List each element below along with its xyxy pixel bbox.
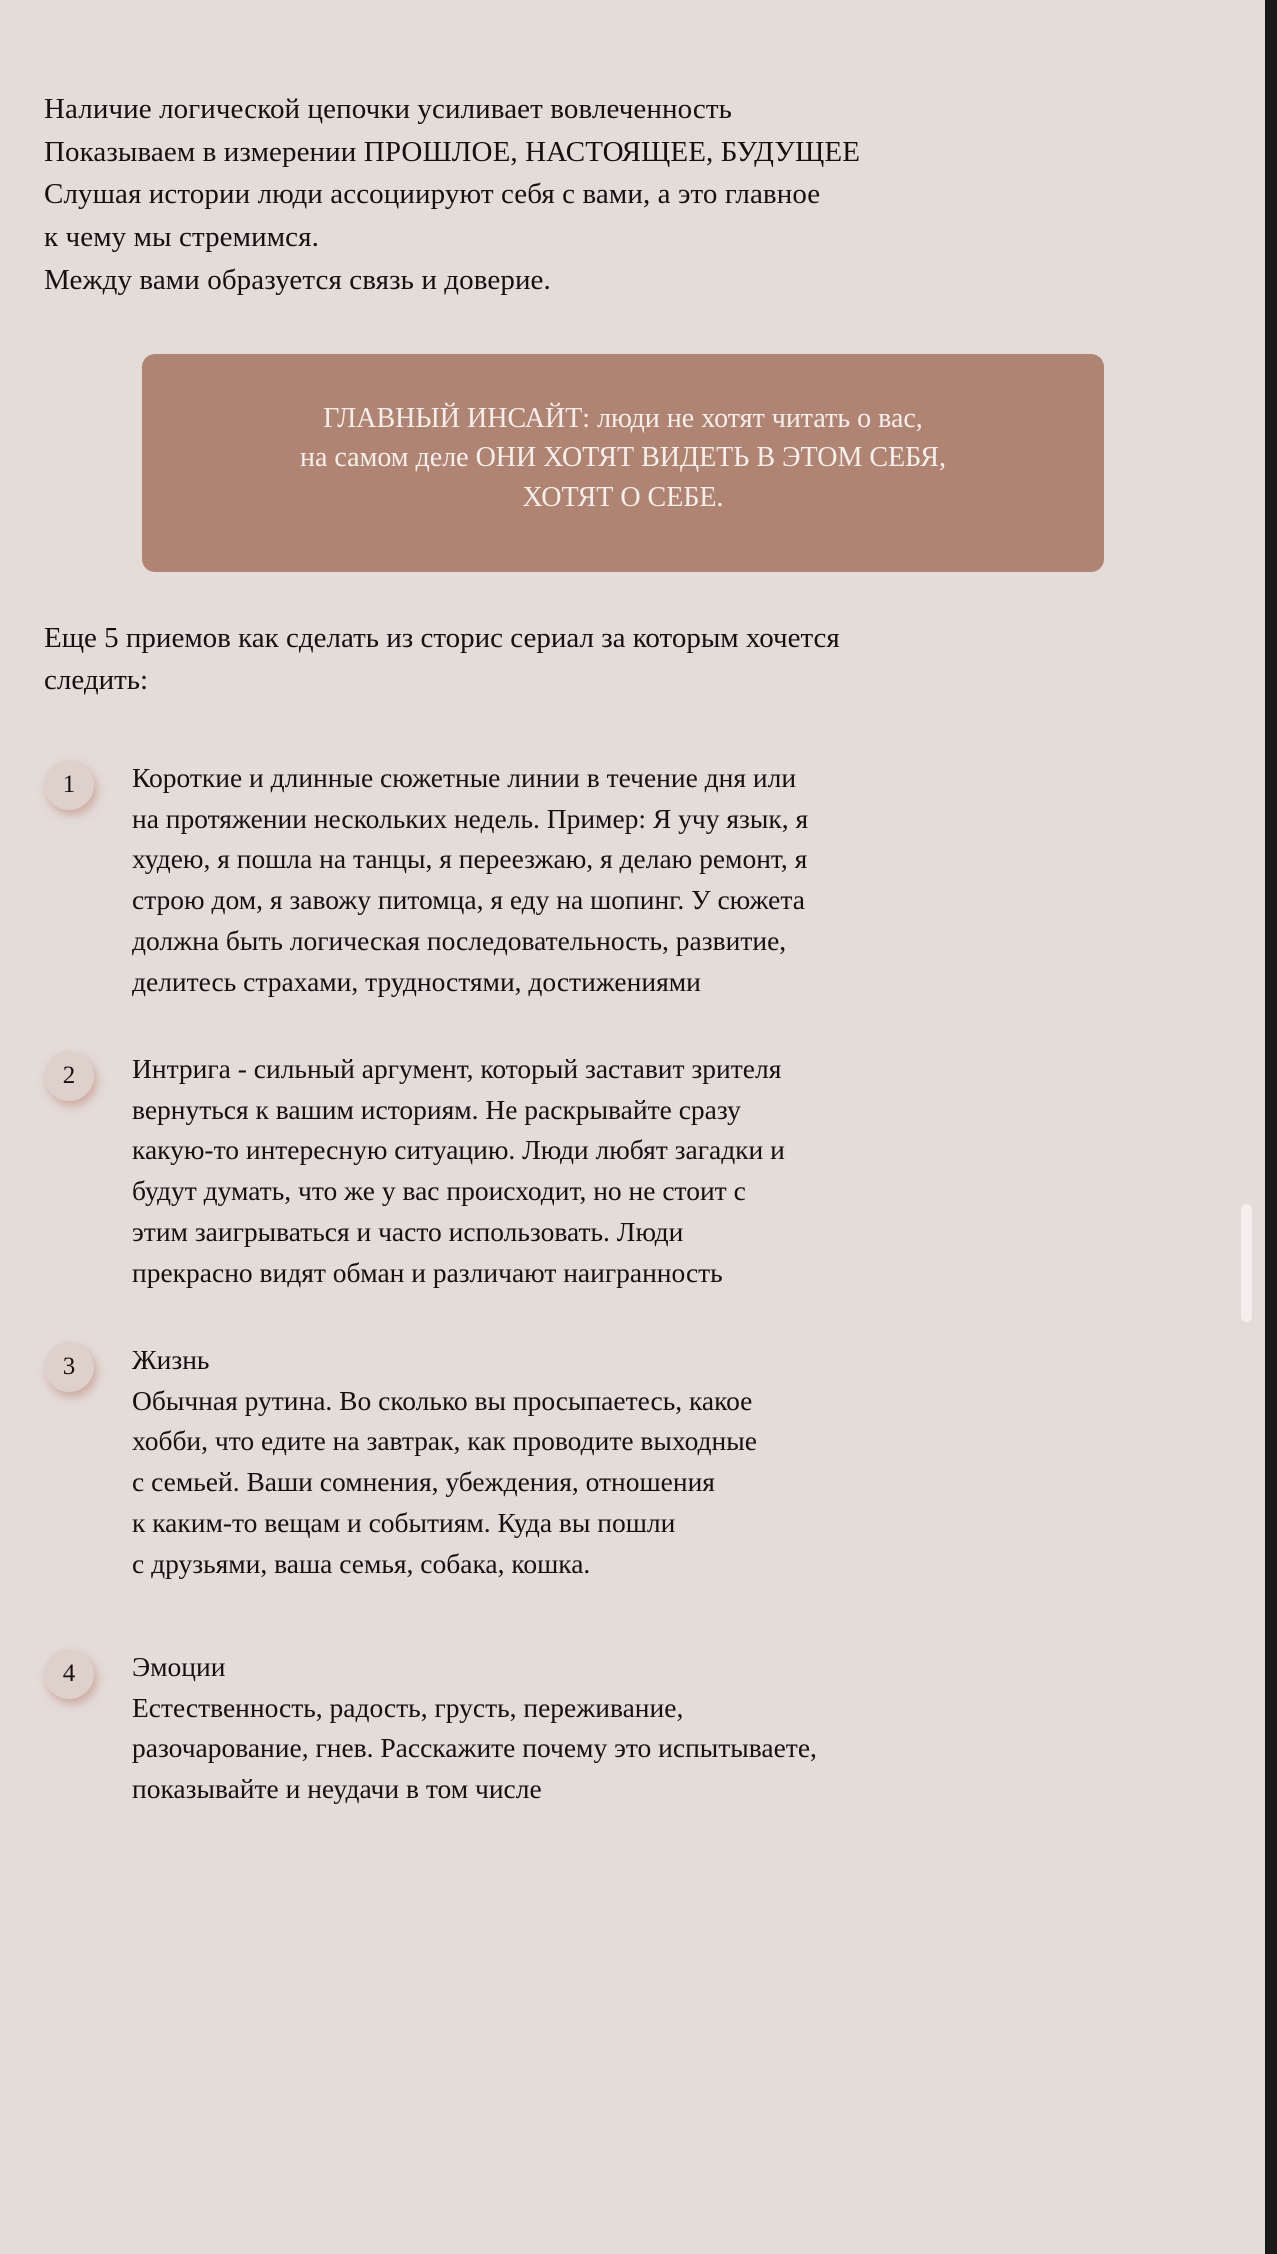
list-item-line: Естественность, радость, грусть, переживание, (132, 1691, 684, 1723)
list-item-line: Обычная рутина. Во сколько вы просыпаетесь, какое (132, 1384, 753, 1416)
list-item-line: строю дом, я завожу питомца, я еду на шопинг. У сюжета (132, 884, 805, 916)
list-item-line: этим заигрываться и часто использовать. Люди (132, 1216, 684, 1248)
list-item-body (132, 1340, 1221, 1585)
lead-line: Еще 5 приемов как сделать из сторис сериал за которым хочется (44, 622, 840, 655)
intro-line: к чему мы стремимся. (44, 220, 319, 253)
list-item-line: с друзьями, ваша семья, собака, кошка. (132, 1547, 591, 1579)
list-number-badge: 4 (44, 1649, 94, 1699)
list-item-line: Интрига - сильный аргумент, который заставит зрителя (132, 1052, 782, 1084)
list-item-line: делитесь страхами, трудностями, достижениями (132, 965, 701, 997)
list-item-line: должна быть логическая последовательность, развитие, (132, 925, 787, 957)
device-right-edge (1265, 0, 1277, 2254)
list-item (44, 758, 1221, 1003)
intro-paragraph (44, 88, 1154, 301)
insight-line: ГЛАВНЫЙ ИНСАЙТ: люди не хотят читать о вас, (323, 402, 923, 434)
intro-line: Слушая истории люди ассоциируют себя с вами, а это главное (44, 178, 821, 211)
list-number-badge: 1 (44, 760, 94, 810)
list-item-title: Жизнь (132, 1343, 210, 1375)
list-item (44, 1340, 1221, 1585)
key-insight-callout (142, 354, 1104, 572)
list-item-line: с семьей. Ваши сомнения, убеждения, отношения (132, 1466, 715, 1498)
lead-paragraph (44, 617, 1204, 702)
scrollbar-thumb[interactable] (1241, 1204, 1252, 1322)
list-item (44, 1647, 1221, 1810)
list-item-line: худею, я пошла на танцы, я переезжаю, я делаю ремонт, я (132, 843, 808, 875)
list-item-line: показывайте и неудачи в том числе (132, 1773, 542, 1805)
list-item-line: хобби, что едите на завтрак, как проводите выходные (132, 1425, 757, 1457)
list-item-line: к каким-то вещам и событиям. Куда вы пошли (132, 1507, 676, 1539)
tips-list (44, 758, 1221, 1810)
list-item-line: какую-то интересную ситуацию. Люди любят загадки и (132, 1134, 785, 1166)
list-item-line: вернуться к вашим историям. Не раскрывайте сразу (132, 1093, 741, 1125)
list-item (44, 1049, 1221, 1294)
list-item-body (132, 758, 1221, 1003)
insight-line: ХОТЯТ О СЕБЕ. (522, 482, 724, 513)
list-item-line: разочарование, гнев. Расскажите почему это испытываете, (132, 1732, 817, 1764)
list-number-badge: 2 (44, 1051, 94, 1101)
list-item-line: Короткие и длинные сюжетные линии в течение дня или (132, 761, 797, 793)
scrollbar-track[interactable] (1251, 0, 1265, 2254)
list-item-line: на протяжении нескольких недель. Пример: Я учу язык, я (132, 802, 809, 834)
list-item-body (132, 1647, 1221, 1810)
list-item-title: Эмоции (132, 1650, 226, 1682)
intro-line: Показываем в измерении ПРОШЛОЕ, НАСТОЯЩЕЕ, БУДУЩЕЕ (44, 135, 861, 168)
list-number-badge: 3 (44, 1342, 94, 1392)
list-item-body (132, 1049, 1221, 1294)
lead-line: следить: (44, 664, 149, 697)
list-item-line: будут думать, что же у вас происходит, но не стоит с (132, 1175, 746, 1207)
intro-line: Наличие логической цепочки усиливает вовлеченность (44, 93, 732, 125)
list-item-line: прекрасно видят обман и различают наигранность (132, 1256, 723, 1288)
intro-line: Между вами образуется связь и доверие. (44, 263, 551, 296)
insight-line: на самом деле ОНИ ХОТЯТ ВИДЕТЬ В ЭТОМ СЕБЯ, (300, 442, 946, 474)
